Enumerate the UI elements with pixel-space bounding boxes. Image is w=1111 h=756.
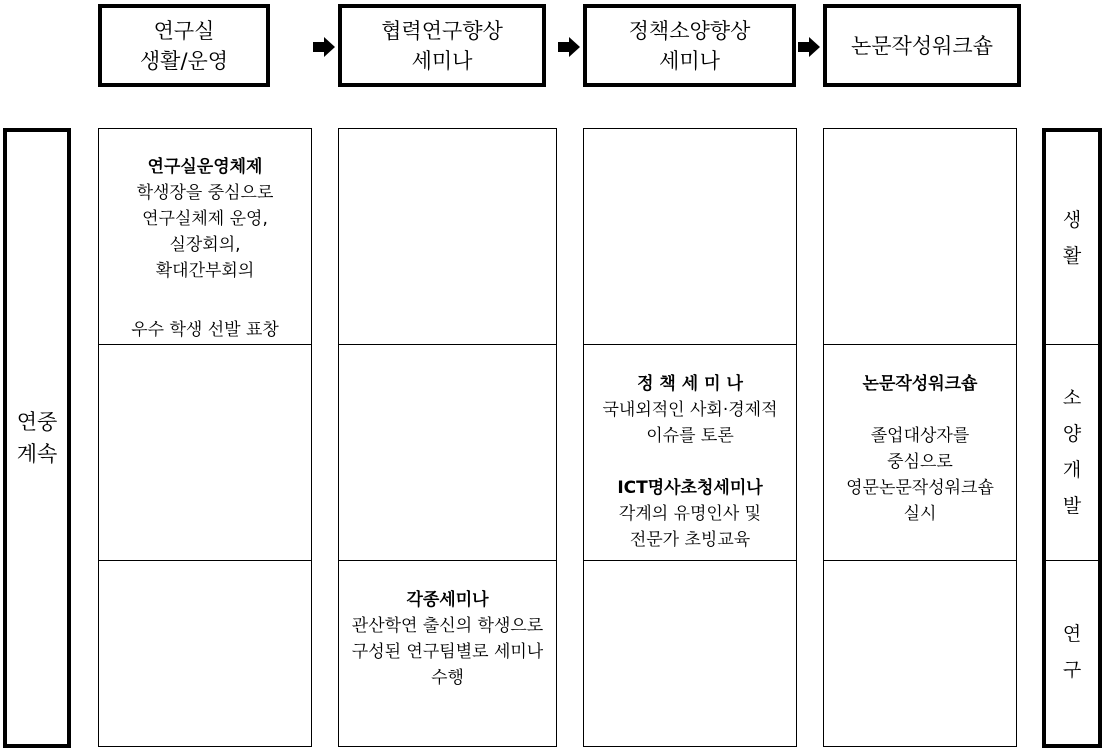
cell-line: 중심으로 bbox=[887, 452, 953, 472]
cell-line: 영문논문작성워크숍 bbox=[846, 478, 994, 498]
header-lab-life bbox=[98, 4, 270, 87]
cell-line: 구성된 연구팀별로 세미나 bbox=[351, 642, 544, 662]
header-paper-workshop bbox=[823, 4, 1021, 87]
header-line1: 논문작성워크숍 bbox=[850, 33, 993, 58]
header-line1: 정책소양향상 bbox=[628, 18, 751, 43]
cell-policy-seminar bbox=[584, 371, 796, 553]
right-label-research: 연 구 bbox=[1062, 623, 1082, 681]
arrow-right-icon bbox=[798, 37, 820, 57]
cell-line: 우수 학생 선발 표창 bbox=[131, 320, 279, 340]
cell-various-seminars bbox=[339, 587, 556, 691]
cell-title: 논문작성워크숍 bbox=[862, 374, 978, 394]
cell-line: 국내외적인 사회·경제적 bbox=[602, 400, 778, 420]
cell-title: 정 책 세 미 나 bbox=[637, 374, 743, 394]
cell-line: 이슈를 토론 bbox=[646, 426, 734, 446]
cell-line: 수행 bbox=[431, 668, 464, 688]
row-divider bbox=[584, 344, 796, 345]
cell-line: 연구실체제 운영, bbox=[142, 209, 268, 229]
cell-line: 실시 bbox=[903, 504, 937, 524]
row-divider bbox=[824, 560, 1016, 561]
cell-line: 학생장을 중심으로 bbox=[136, 183, 274, 203]
row-divider bbox=[99, 344, 311, 345]
row-divider bbox=[339, 344, 556, 345]
header-line2: 생활/운영 bbox=[139, 48, 229, 73]
row-divider bbox=[99, 560, 311, 561]
cell-title: 연구실운영체제 bbox=[147, 157, 263, 177]
header-policy-seminar bbox=[583, 4, 796, 87]
header-collab-seminar bbox=[338, 4, 546, 87]
column-lab-life bbox=[98, 128, 312, 747]
cell-line: 실장회의, bbox=[169, 235, 241, 255]
row-divider bbox=[339, 560, 556, 561]
cell-line: 전문가 초빙교육 bbox=[629, 530, 751, 550]
cell-title: 각종세미나 bbox=[406, 590, 489, 610]
cell-line: 졸업대상자를 bbox=[870, 426, 970, 446]
column-collab-seminar bbox=[338, 128, 557, 747]
header-line2: 세미나 bbox=[411, 48, 473, 73]
left-label-box bbox=[3, 128, 71, 748]
cell-title: ICT명사초청세미나 bbox=[617, 478, 763, 498]
arrow-right-icon bbox=[558, 37, 580, 57]
row-divider bbox=[584, 560, 796, 561]
cell-line: 각계의 유명인사 및 bbox=[618, 504, 762, 524]
right-label-life: 생 활 bbox=[1062, 209, 1082, 267]
header-line2: 세미나 bbox=[659, 48, 720, 73]
left-label-line1: 연중 bbox=[16, 410, 58, 434]
header-line1: 연구실 bbox=[153, 18, 215, 43]
arrow-right-icon bbox=[313, 37, 335, 57]
column-policy-seminar bbox=[583, 128, 797, 747]
right-label-culture: 소 양 개 발 bbox=[1062, 387, 1082, 517]
row-divider bbox=[824, 344, 1016, 345]
right-label-box bbox=[1042, 128, 1102, 748]
left-label-line2: 계속 bbox=[16, 442, 58, 466]
cell-line: 관산학연 출신의 학생으로 bbox=[351, 616, 544, 636]
header-line1: 협력연구향상 bbox=[381, 18, 503, 43]
column-paper-workshop bbox=[823, 128, 1017, 747]
cell-lab-operation bbox=[99, 154, 311, 284]
cell-line: 확대간부회의 bbox=[155, 261, 255, 281]
cell-paper-workshop bbox=[824, 371, 1016, 527]
cell-award bbox=[99, 317, 311, 343]
